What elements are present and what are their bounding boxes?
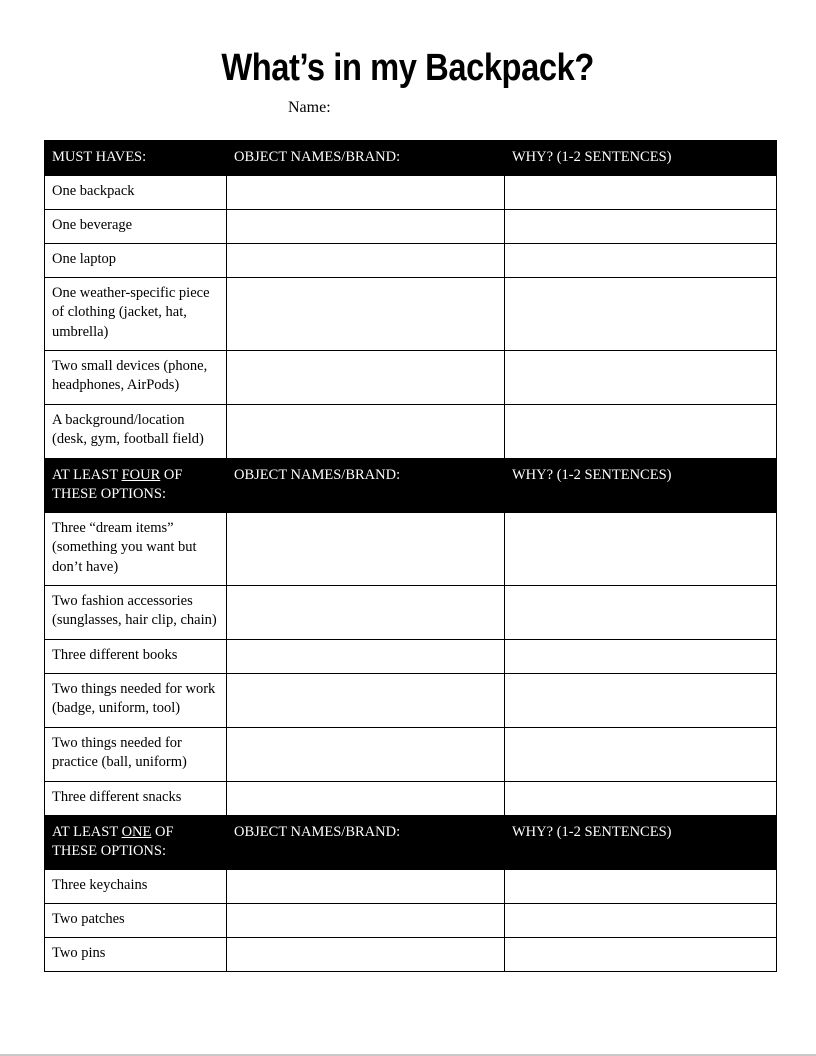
column-header-object: OBJECT NAMES/BRAND:: [227, 458, 505, 512]
table-row: [45, 639, 777, 673]
item-label: One beverage: [45, 209, 227, 243]
item-label: A background/location (desk, gym, football field): [45, 404, 227, 458]
item-label: One laptop: [45, 243, 227, 277]
object-answer-cell[interactable]: [227, 277, 505, 350]
item-label: Two things needed for practice (ball, uniform): [45, 727, 227, 781]
table-row: [45, 404, 777, 458]
object-answer-cell[interactable]: [227, 903, 505, 937]
table-row: [45, 781, 777, 815]
why-answer-cell[interactable]: [505, 639, 777, 673]
why-answer-cell[interactable]: [505, 903, 777, 937]
emphasis-word: FOUR: [121, 466, 161, 483]
item-label: Two things needed for work (badge, uniform, tool): [45, 673, 227, 727]
object-answer-cell[interactable]: [227, 673, 505, 727]
why-answer-cell[interactable]: [505, 781, 777, 815]
table-row: [45, 512, 777, 585]
item-label: Three keychains: [45, 869, 227, 903]
why-answer-cell[interactable]: [505, 585, 777, 639]
item-label: Three different snacks: [45, 781, 227, 815]
section-title: AT LEAST FOUR OF THESE OPTIONS:: [45, 458, 227, 512]
column-header-object: OBJECT NAMES/BRAND:: [227, 815, 505, 869]
item-label: Two pins: [45, 937, 227, 971]
column-header-why: WHY? (1-2 SENTENCES): [505, 141, 777, 176]
section-header-at-least-one: [45, 815, 777, 869]
why-answer-cell[interactable]: [505, 727, 777, 781]
why-answer-cell[interactable]: [505, 869, 777, 903]
section-title: MUST HAVES:: [45, 141, 227, 176]
table-row: [45, 585, 777, 639]
object-answer-cell[interactable]: [227, 243, 505, 277]
table-row: [45, 209, 777, 243]
table-row: [45, 869, 777, 903]
object-answer-cell[interactable]: [227, 404, 505, 458]
backpack-worksheet-table: [44, 140, 777, 972]
object-answer-cell[interactable]: [227, 175, 505, 209]
column-header-why: WHY? (1-2 SENTENCES): [505, 458, 777, 512]
section-title: AT LEAST ONE OF THESE OPTIONS:: [45, 815, 227, 869]
item-label: Two patches: [45, 903, 227, 937]
emphasis-word: ONE: [121, 823, 152, 840]
table-row: [45, 277, 777, 350]
object-answer-cell[interactable]: [227, 585, 505, 639]
why-answer-cell[interactable]: [505, 673, 777, 727]
name-label: Name:: [288, 99, 331, 116]
table-row: [45, 937, 777, 971]
column-header-object: OBJECT NAMES/BRAND:: [227, 141, 505, 176]
title-container: [0, 46, 816, 90]
object-answer-cell[interactable]: [227, 639, 505, 673]
why-answer-cell[interactable]: [505, 937, 777, 971]
why-answer-cell[interactable]: [505, 404, 777, 458]
column-header-why: WHY? (1-2 SENTENCES): [505, 815, 777, 869]
why-answer-cell[interactable]: [505, 350, 777, 404]
object-answer-cell[interactable]: [227, 350, 505, 404]
table-row: [45, 243, 777, 277]
object-answer-cell[interactable]: [227, 937, 505, 971]
table-row: [45, 903, 777, 937]
why-answer-cell[interactable]: [505, 277, 777, 350]
section-header-at-least-four: [45, 458, 777, 512]
why-answer-cell[interactable]: [505, 209, 777, 243]
page-title: What’s in my Backpack?: [221, 47, 595, 89]
table-row: [45, 727, 777, 781]
item-label: Two fashion accessories (sunglasses, hair clip, chain): [45, 585, 227, 639]
object-answer-cell[interactable]: [227, 781, 505, 815]
table-row: [45, 175, 777, 209]
table-row: [45, 350, 777, 404]
item-label: One backpack: [45, 175, 227, 209]
item-label: One weather-specific piece of clothing (jacket, hat, umbrella): [45, 277, 227, 350]
table-row: [45, 673, 777, 727]
why-answer-cell[interactable]: [505, 512, 777, 585]
object-answer-cell[interactable]: [227, 869, 505, 903]
item-label: Two small devices (phone, headphones, AirPods): [45, 350, 227, 404]
section-header-must-haves: [45, 141, 777, 176]
object-answer-cell[interactable]: [227, 727, 505, 781]
object-answer-cell[interactable]: [227, 512, 505, 585]
object-answer-cell[interactable]: [227, 209, 505, 243]
item-label: Three different books: [45, 639, 227, 673]
item-label: Three “dream items” (something you want but don’t have): [45, 512, 227, 585]
why-answer-cell[interactable]: [505, 175, 777, 209]
why-answer-cell[interactable]: [505, 243, 777, 277]
